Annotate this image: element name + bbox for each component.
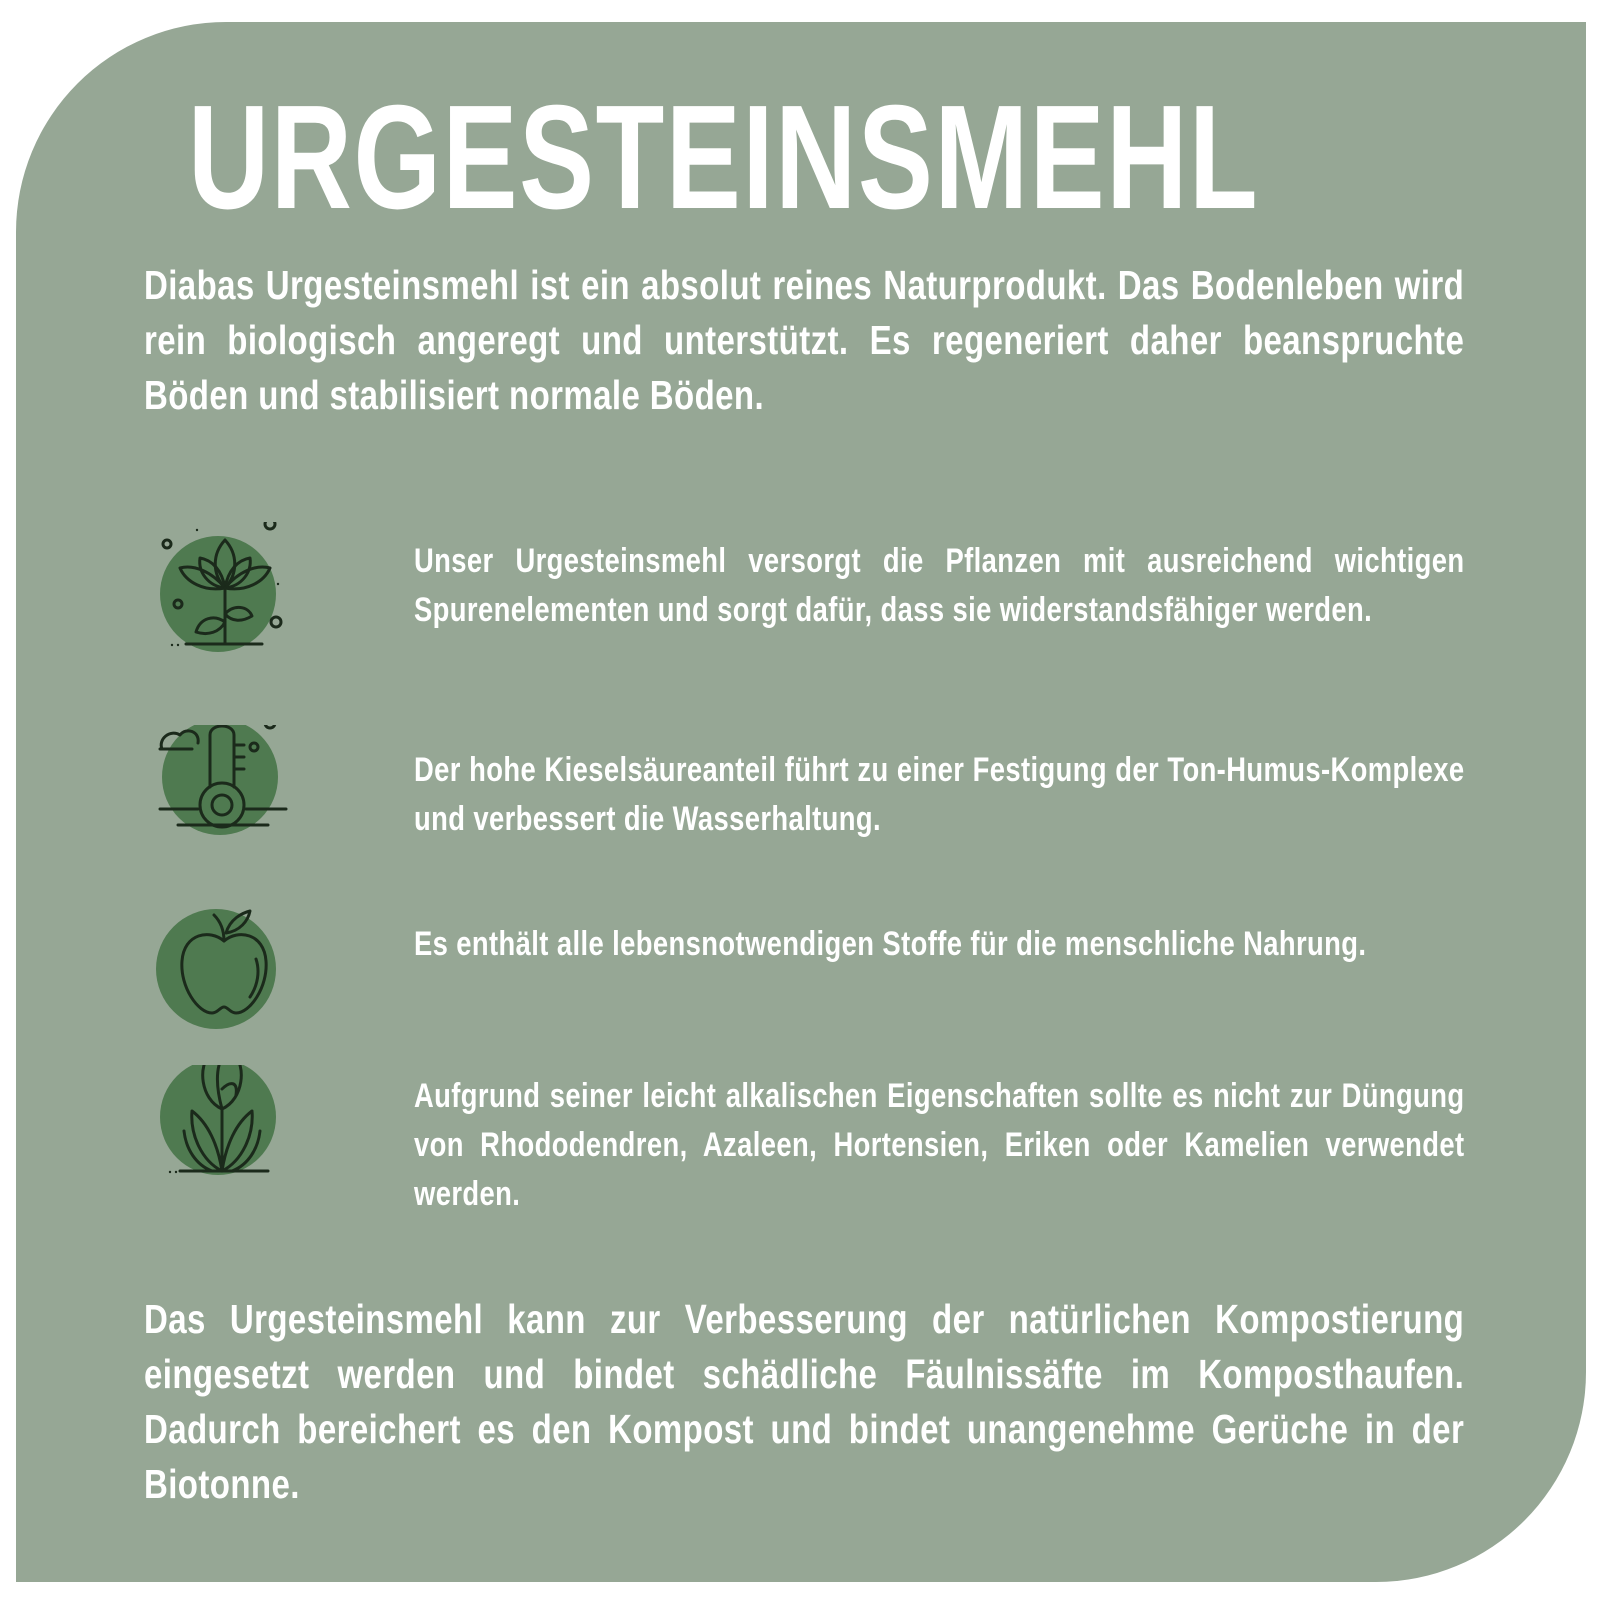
tulip-icon: [150, 1065, 300, 1215]
plant-sprout-icon: [150, 522, 300, 672]
apple-icon: [150, 905, 300, 1055]
outro-paragraph: Das Urgesteinsmehl kann zur Verbesserung der natürlichen Kompostierung eingesetzt werden und bindet schädliche Fäulnissäfte im Komposthaufen. Dadurch bereichert es den Kompost und bindet unangenehme Gerüche in der Biotonne.: [144, 1296, 1465, 1507]
feature-text: Es enthält alle lebensnotwendigen Stoffe für die menschliche Nahrung.: [414, 925, 1367, 963]
feature-text: Der hohe Kieselsäureanteil führt zu einer Festigung der Ton-Humus-Komplexe und verbessert die Wasserhaltung.: [414, 751, 1465, 838]
intro-paragraph: Diabas Urgesteinsmehl ist ein absolut reines Naturprodukt. Das Bodenleben wird rein biologisch angeregt und unterstützt. Es regeneriert daher beanspruchte Böden und stabilisiert normale Böden.: [144, 262, 1465, 418]
thermometer-icon: [150, 725, 300, 875]
feature-text: Aufgrund seiner leicht alkalischen Eigenschaften sollte es nicht zur Düngung von Rhododendren, Azaleen, Hortensien, Eriken oder Kamelien verwendet werden.: [414, 1077, 1465, 1213]
page-title: URGESTEINSMEHL: [188, 75, 1260, 240]
feature-text: Unser Urgesteinsmehl versorgt die Pflanzen mit ausreichend wichtigen Spurenelementen und sorgt dafür, dass sie widerstandsfähiger werden.: [414, 542, 1465, 629]
